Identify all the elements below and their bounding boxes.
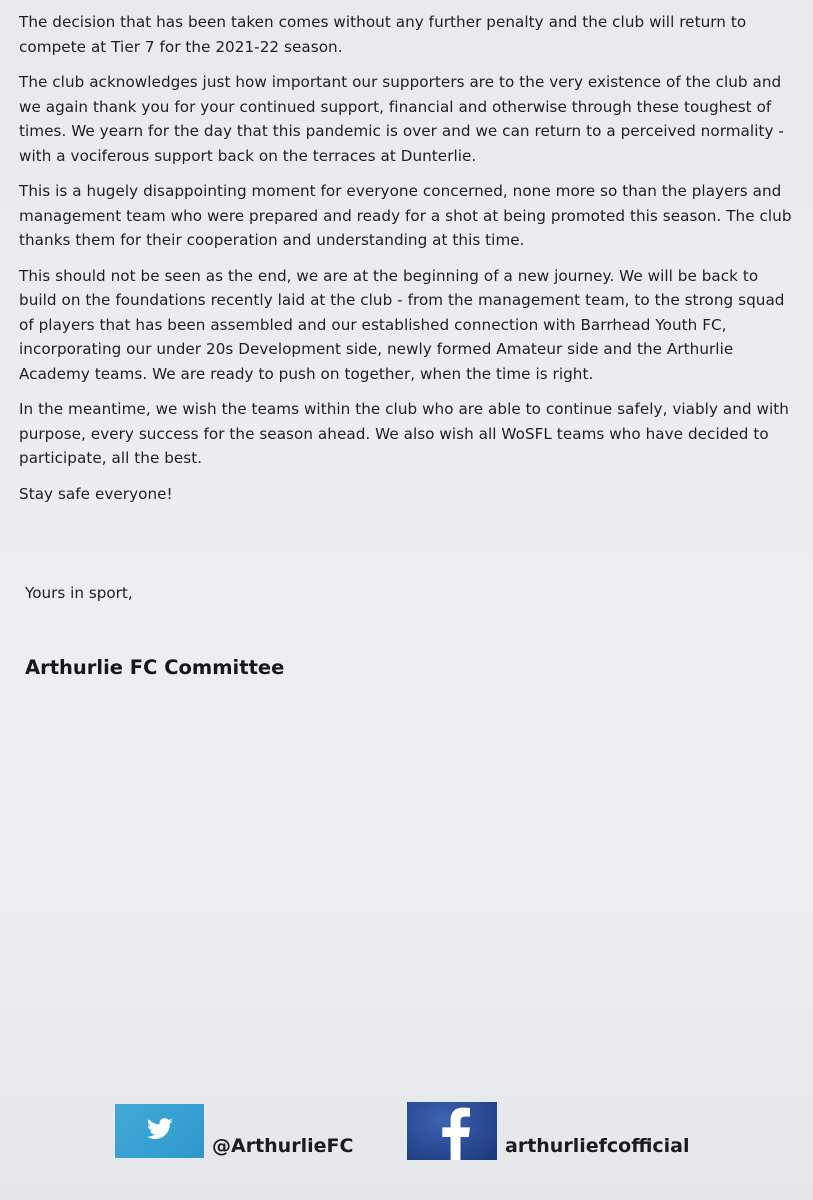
text-line: This should not be seen as the end, we are at the beginning of a new journey. We will be back to [19, 266, 759, 285]
text-line: times. We yearn for the day that this pandemic is over and we can return to a perceived normality - [19, 122, 784, 140]
text-line: of players that has been assembled and our established connection with Barrhead Youth FC, [19, 315, 727, 334]
text-line: thanks them for their cooperation and understanding at this time. [19, 231, 525, 249]
twitter-handle: @ArthurlieFC [212, 1135, 354, 1157]
text-line: purpose, every success for the season ahead. We also wish all WoSFL teams who have decided to [19, 424, 769, 443]
text-line: The decision that has been taken comes without any further penalty and the club will return to [19, 13, 747, 31]
text-line: build on the foundations recently laid at the club - from the management team, to the strong squad [19, 291, 785, 309]
twitter-logo [115, 1104, 204, 1158]
paragraph-stay-safe [19, 482, 791, 507]
twitter-bird-icon [147, 1118, 173, 1140]
text-line: incorporating our under 20s Development side, newly formed Amateur side and the Arthurlie [19, 340, 734, 358]
text-line: management team who were prepared and ready for a shot at being promoted this season. The club [19, 206, 792, 225]
text-line: compete at Tier 7 for the 2021-22 season. [19, 37, 343, 56]
text-line: The club acknowledges just how important our supporters are to the very existence of the club and [19, 73, 782, 91]
paragraph-supporters [19, 70, 791, 168]
paragraph-disappointment [19, 179, 791, 253]
facebook-f-icon [441, 1106, 471, 1160]
text-line: with a vociferous support back on the terraces at Dunterlie. [19, 146, 477, 165]
text-line: we again thank you for your continued support, financial and otherwise through these toughest of [19, 97, 772, 116]
text-line: participate, all the best. [19, 449, 203, 467]
text-line: In the meantime, we wish the teams within the club who are able to continue safely, viably and with [19, 400, 789, 418]
facebook-handle: arthurliefcofficial [505, 1135, 690, 1157]
text-line: Stay safe everyone! [19, 484, 173, 503]
signature: Arthurlie FC Committee [25, 656, 285, 679]
text-line: This is a hugely disappointing moment for everyone concerned, none more so than the players and [19, 182, 782, 200]
facebook-logo [407, 1102, 497, 1160]
paragraph-penalty [19, 10, 791, 59]
signoff: Yours in sport, [25, 584, 133, 602]
text-line: Academy teams. We are ready to push on together, when the time is right. [19, 364, 594, 383]
letter-body [19, 10, 791, 517]
paragraph-new-journey [19, 264, 791, 387]
paragraph-meantime [19, 397, 791, 471]
